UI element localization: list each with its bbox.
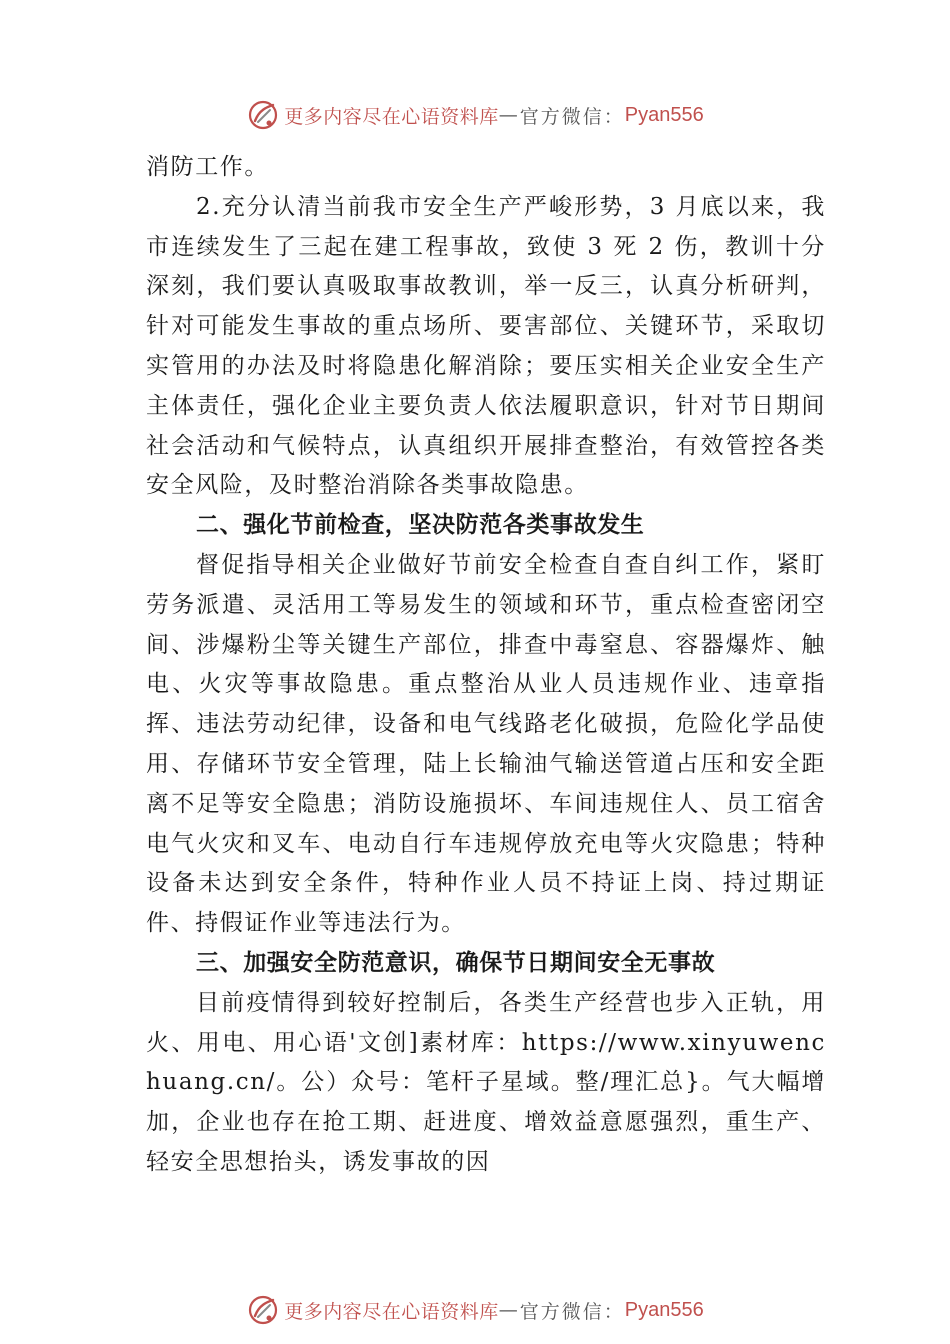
- header-banner: [0, 95, 950, 135]
- paragraph-2: 2.充分认清当前我市安全生产严峻形势，3 月底以来，我市连续发生了三起在建工程事故，致使 3 死 2 伤，教训十分深刻，我们要认真吸取事故教训，举一反三，认真分析研判，针对可能发生事故的重点场所、要害部位、关键环节，采取切实管用的办法及时将隐患化解消除；要压实相关企业安全生产主体责任，强化企业主要负责人依法履职意识，针对节日期间社会活动和气候特点，认真组织开展排查整治，有效管控各类安全风险，及时整治消除各类事故隐患。: [146, 193, 826, 499]
- wechat-id: Pyan556: [624, 103, 704, 126]
- official-wechat-label: 官方微信：: [519, 1300, 625, 1323]
- brand-logo-icon: [246, 1293, 280, 1327]
- paragraph-continuation: 消防工作。: [146, 154, 269, 180]
- banner-dash: —: [498, 104, 520, 126]
- paragraph-4: 目前疫情得到较好控制后，各类生产经营也步入正轨，用火、用电、用心语'文创]素材库：https://www.xinyuwenchuang.cn/。公）众号：笔杆子星域。整/理汇总}。气大幅增加，企业也存在抢工期、赶进度、增效益意愿强烈，重生产、轻安全思想抬头，诱发事故的因: [146, 989, 826, 1175]
- brand-text: 更多内容尽在心语资料库: [284, 1300, 499, 1323]
- brand-text: 更多内容尽在心语资料库: [284, 105, 499, 128]
- banner-dash: —: [498, 1299, 520, 1321]
- section-heading-3: 三、加强安全防范意识，确保节日期间安全无事故: [196, 949, 716, 976]
- wechat-id: Pyan556: [624, 1298, 704, 1321]
- official-wechat-label: 官方微信：: [519, 105, 625, 128]
- section-heading-2: 二、强化节前检查，坚决防范各类事故发生: [196, 512, 645, 539]
- footer-banner: [0, 1290, 950, 1330]
- document-body: [146, 148, 826, 1183]
- paragraph-3: 督促指导相关企业做好节前安全检查自查自纠工作，紧盯劳务派遣、灵活用工等易发生的领域和环节，重点检查密闭空间、涉爆粉尘等关键生产部位，排查中毒窒息、容器爆炸、触电、火灾等事故隐患。重点整治从业人员违规作业、违章指挥、违法劳动纪律，设备和电气线路老化破损，危险化学品使用、存储环节安全管理，陆上长输油气输送管道占压和安全距离不足等安全隐患；消防设施损坏、车间违规住人、员工宿舍电气火灾和叉车、电动自行车违规停放充电等火灾隐患；特种设备未达到安全条件，特种作业人员不持证上岗、持过期证件、持假证作业等违法行为。: [146, 551, 826, 937]
- brand-logo-icon: [246, 98, 280, 132]
